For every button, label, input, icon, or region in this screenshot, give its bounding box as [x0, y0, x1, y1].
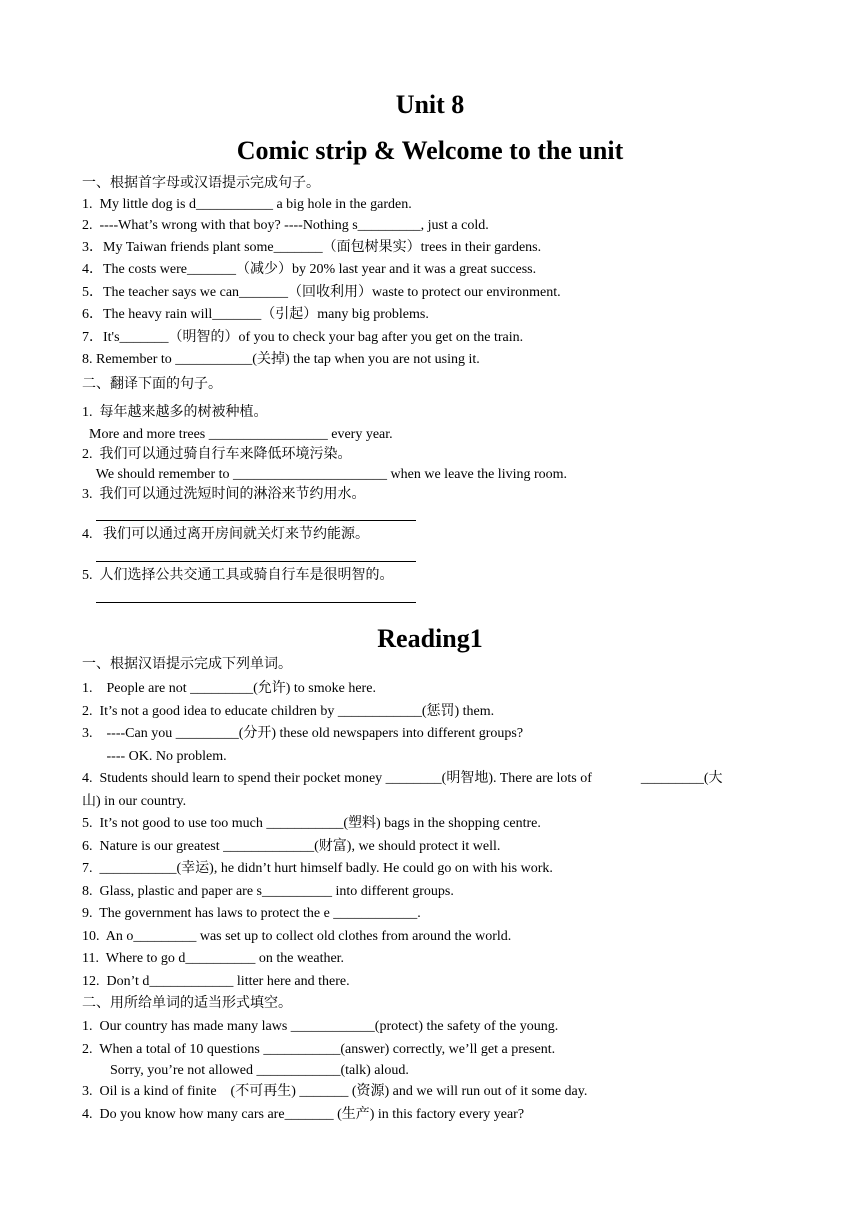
- reading-item: 2. It’s not a good idea to educate children by ____________(惩罚) them.: [82, 704, 495, 719]
- reading-item: 11. Where to go d__________ on the weather.: [82, 951, 345, 966]
- part1-item: 1. My little dog is d___________ a big hole in the garden.: [82, 197, 412, 212]
- translation-answer-line: We should remember to ______________________ when we leave the living room.: [82, 467, 568, 482]
- reading-item: 6. Nature is our greatest _____________(财富), we should protect it well.: [82, 839, 501, 854]
- reading-item: 5. It’s not good to use too much ___________(塑料) bags in the shopping centre.: [82, 816, 541, 831]
- reading-item: 2. When a total of 10 questions ___________(answer) correctly, we’ll get a present.: [82, 1042, 556, 1057]
- part1-item: 2. ----What’s wrong with that boy? ----Nothing s_________, just a cold.: [82, 218, 489, 233]
- reading-title: Reading1: [377, 624, 483, 653]
- reading-part1-heading: 一、根据汉语提示完成下列单词。: [82, 657, 292, 672]
- translation-prompt: 2. 我们可以通过骑自行车来降低环境污染。: [82, 447, 352, 462]
- translation-prompt: 4. 我们可以通过离开房间就关灯来节约能源。: [82, 527, 369, 542]
- part1-item: 7．It's_______（明智的）of you to check your bag after you get on the train.: [82, 330, 524, 345]
- translation-answer-line: More and more trees _________________ every year.: [82, 427, 393, 442]
- reading-item: 8. Glass, plastic and paper are s__________ into different groups.: [82, 884, 454, 899]
- part1-item: 5．The teacher says we can_______（回收利用）waste to protect our environment.: [82, 285, 561, 300]
- translation-prompt: 3. 我们可以通过洗短时间的淋浴来节约用水。: [82, 487, 366, 502]
- answer-rule: [96, 561, 416, 562]
- translation-prompt: 5. 人们选择公共交通工具或骑自行车是很明智的。: [82, 568, 394, 583]
- reading-item: 山) in our country.: [82, 794, 187, 809]
- unit-title: Unit 8: [395, 90, 465, 119]
- reading-item: 3. ----Can you _________(分开) these old newspapers into different groups?: [82, 726, 524, 741]
- translation-prompt: 1. 每年越来越多的树被种植。: [82, 405, 268, 420]
- part1-item: 6．The heavy rain will_______（引起）many big problems.: [82, 307, 429, 322]
- part1-item: 4．The costs were_______（减少）by 20% last year and it was a great success.: [82, 262, 537, 277]
- reading-item: 3. Oil is a kind of finite (不可再生) _______ (资源) and we will run out of it some day.: [82, 1084, 588, 1099]
- reading-item: 12. Don’t d____________ litter here and there.: [82, 974, 350, 989]
- reading-item: ---- OK. No problem.: [82, 749, 227, 764]
- reading-item: 1. Our country has made many laws ____________(protect) the safety of the young.: [82, 1019, 559, 1034]
- reading-item: 4. Do you know how many cars are_______ (生产) in this factory every year?: [82, 1107, 525, 1122]
- reading-item: 9. The government has laws to protect the e ____________.: [82, 906, 421, 921]
- reading-item: Sorry, you’re not allowed ____________(talk) aloud.: [82, 1063, 409, 1078]
- answer-rule: [96, 602, 416, 603]
- part2-heading: 二、翻译下面的句子。: [82, 377, 222, 392]
- answer-rule: [96, 520, 416, 521]
- reading-item: 4. Students should learn to spend their pocket money ________(明智地). There are lots of _________(大: [82, 771, 723, 786]
- section-title: Comic strip & Welcome to the unit: [236, 136, 624, 165]
- part1-item: 3．My Taiwan friends plant some_______（面包树果实）trees in their gardens.: [82, 240, 542, 255]
- part1-heading: 一、根据首字母或汉语提示完成句子。: [82, 176, 320, 191]
- part1-item: 8. Remember to ___________(关掉) the tap when you are not using it.: [82, 352, 480, 367]
- reading-item: 1. People are not _________(允许) to smoke here.: [82, 681, 376, 696]
- reading-item: 10. An o_________ was set up to collect old clothes from around the world.: [82, 929, 512, 944]
- reading-part2-heading: 二、用所给单词的适当形式填空。: [82, 996, 292, 1011]
- reading-item: 7. ___________(幸运), he didn’t hurt himself badly. He could go on with his work.: [82, 861, 553, 876]
